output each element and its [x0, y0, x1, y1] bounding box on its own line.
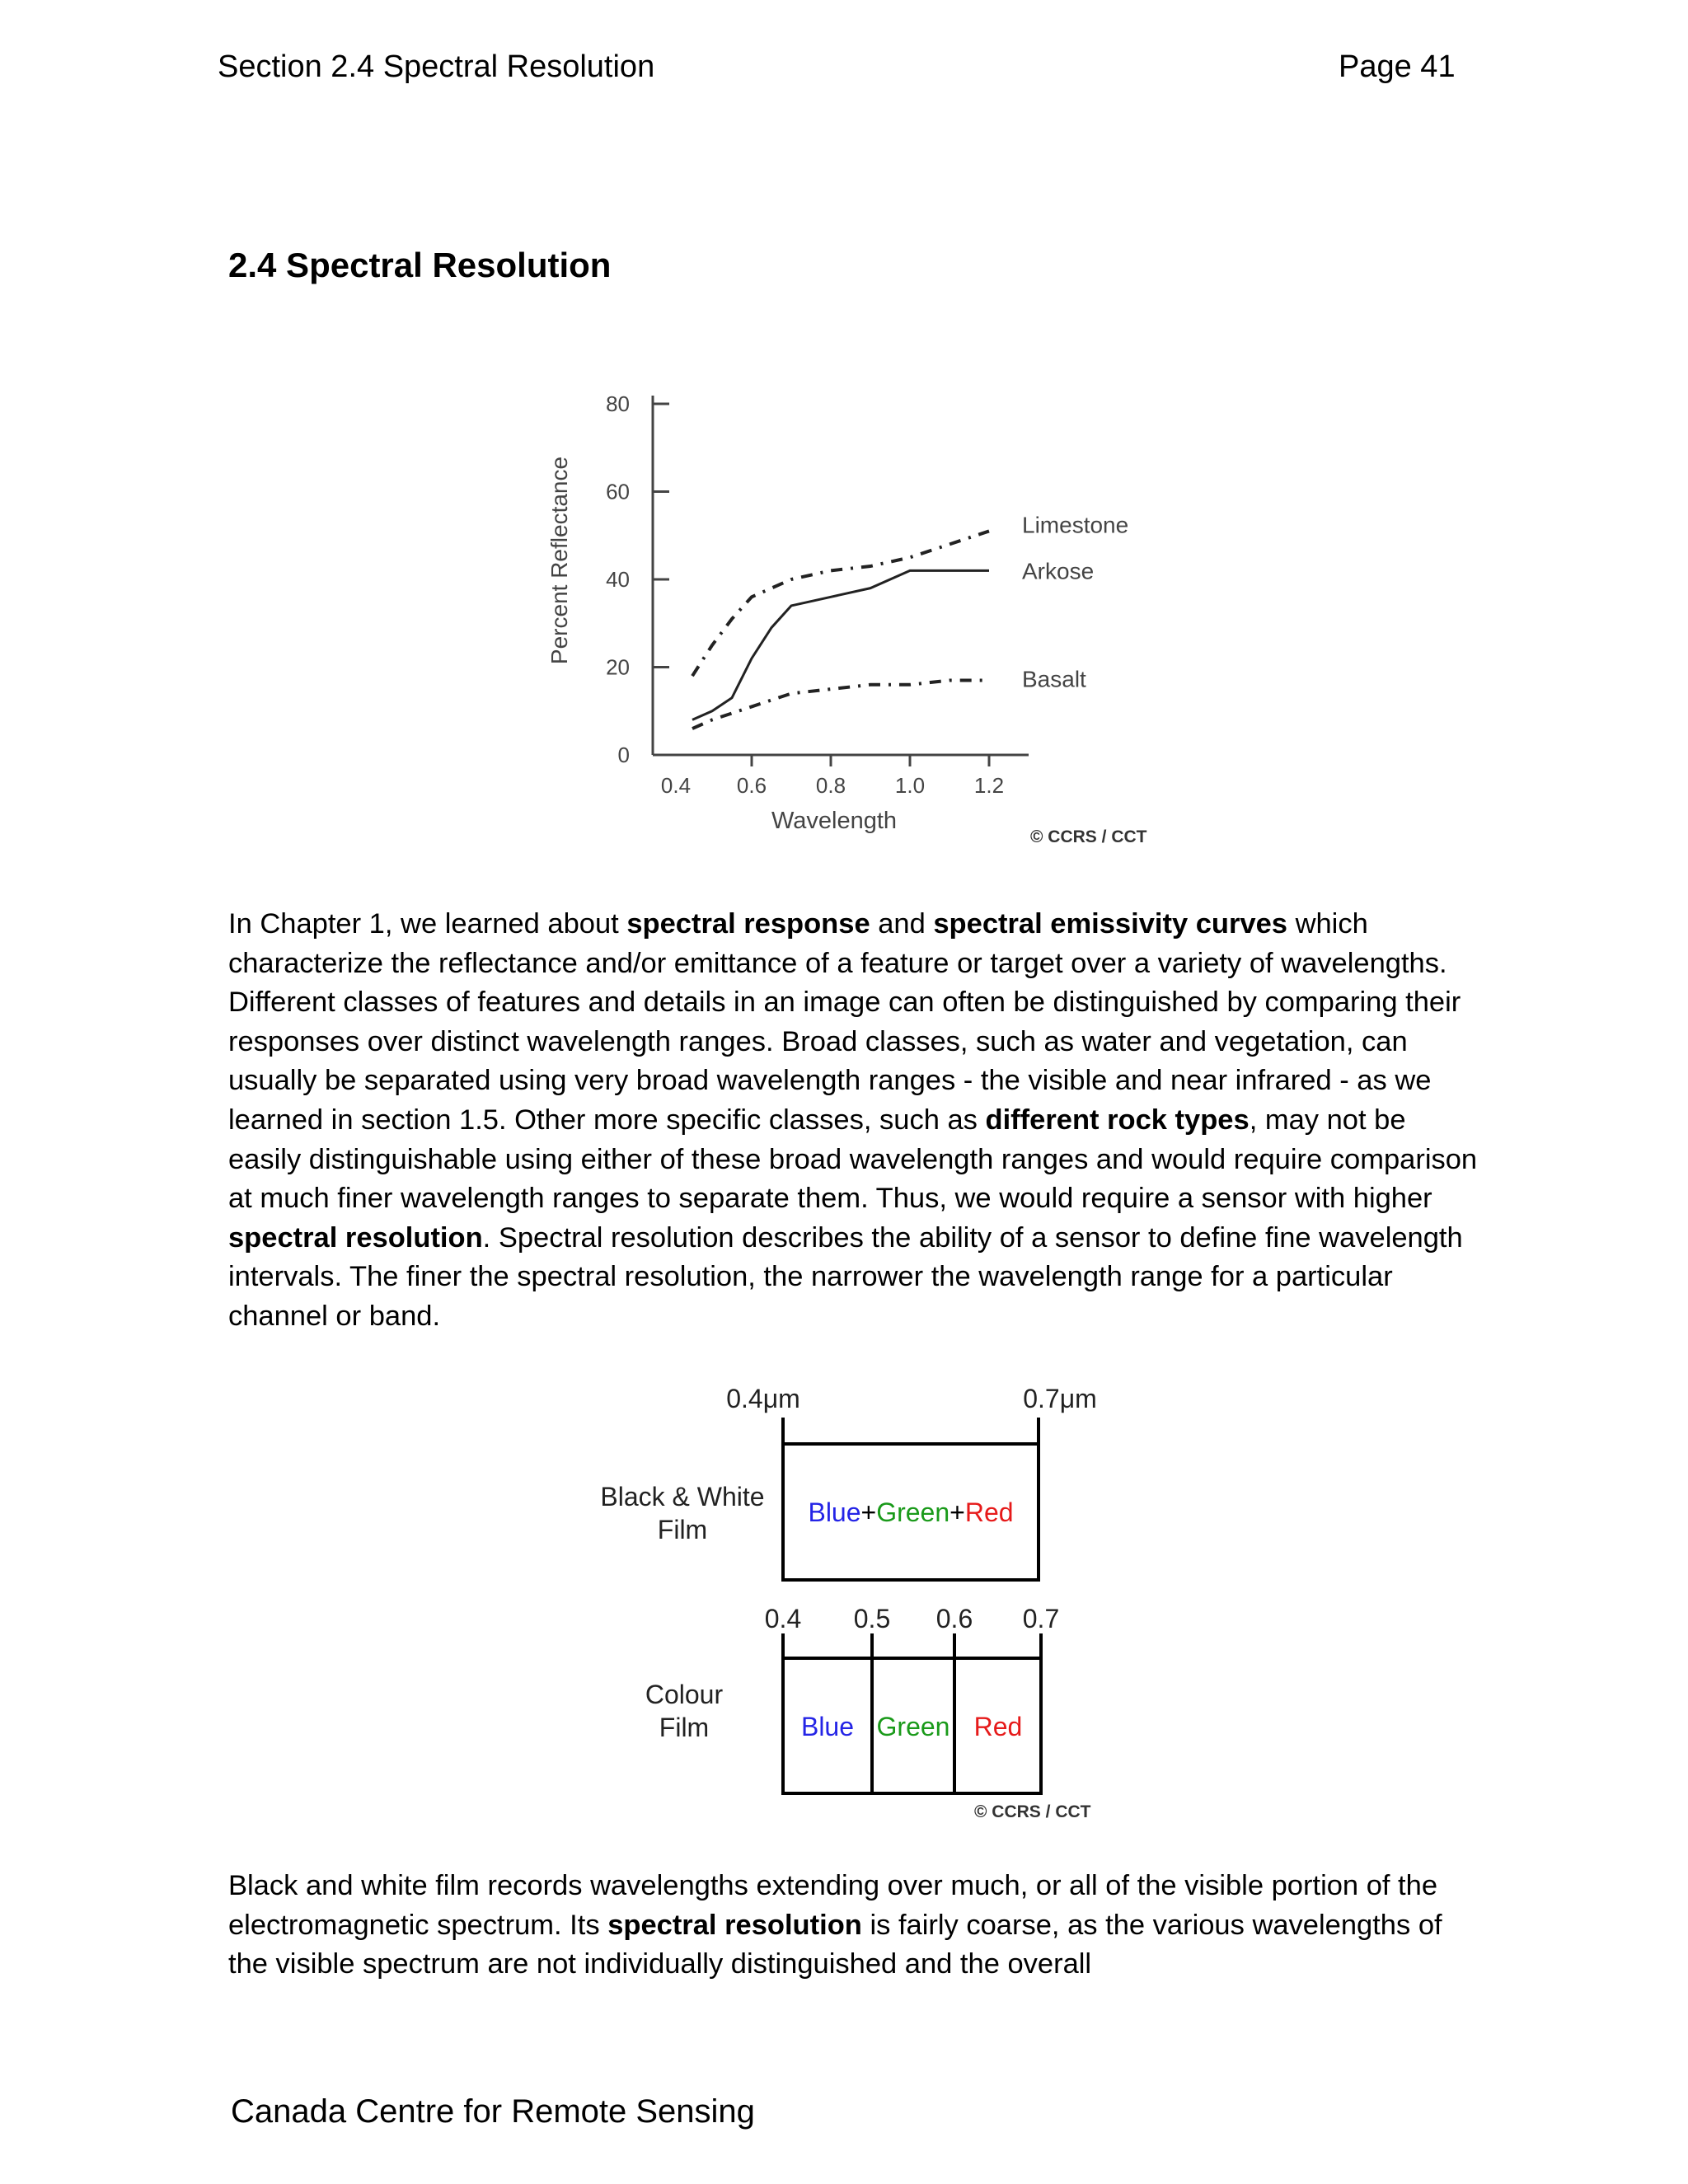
x-axis-label: Wavelength	[771, 808, 898, 834]
colour-band-blue: Blue	[800, 1712, 855, 1741]
y-axis-label: Percent Reflectance	[546, 456, 572, 665]
x-tick-label: 0.8	[815, 773, 846, 798]
page-number: Page 41	[1339, 49, 1456, 84]
reflectance-chart	[528, 379, 1187, 857]
y-tick-label: 20	[606, 654, 630, 680]
text-run: is fairly coarse, as the various wavelengths of the visible spectrum are not individually distinguished and the overall	[228, 1909, 1442, 1980]
colour-film-label-line1: Colour	[645, 1680, 724, 1709]
bw-film-label-line2: Film	[657, 1515, 708, 1544]
legend-label-limestone: Limestone	[1022, 512, 1129, 538]
bold-term: spectral resolution	[228, 1221, 483, 1254]
text-run: . Spectral resolution describes the ability of a sensor to define fine wavelength intervals. The finer the spectral resolution, the narrower the wavelength range for a particular channel or band.	[228, 1221, 1463, 1332]
chart-credit: © CCRS / CCT	[1030, 827, 1147, 846]
bw-blue: Blue	[808, 1497, 861, 1527]
y-tick-label: 40	[606, 567, 630, 592]
legend-label-arkose: Arkose	[1022, 558, 1095, 584]
bold-term: spectral resolution	[607, 1909, 862, 1941]
paragraph-intro	[228, 905, 1481, 1337]
bw-green: Green	[876, 1497, 950, 1527]
bw-film-label-line1: Black & White	[600, 1482, 765, 1511]
bw-end-label: 0.7μm	[1023, 1384, 1097, 1413]
colour-tick-label: 0.7	[1022, 1604, 1060, 1633]
bw-plus-2: +	[950, 1497, 965, 1527]
y-tick-label: 80	[606, 391, 630, 416]
text-run: and	[870, 908, 934, 940]
colour-band-green: Green	[876, 1712, 950, 1741]
footer: Canada Centre for Remote Sensing	[231, 2093, 755, 2130]
section-title: 2.4 Spectral Resolution	[228, 246, 612, 284]
text-run: , may not be easily distinguishable using either of these broad wavelength ranges and would require comparison at much finer wavelength ranges to separate them. Thus, we would require a sensor with higher	[228, 1104, 1478, 1215]
y-tick-label: 0	[617, 743, 630, 767]
series-line-arkose	[692, 570, 989, 719]
colour-tick-label: 0.5	[853, 1604, 891, 1633]
bold-term: spectral emissivity curves	[933, 908, 1287, 940]
bold-term: spectral response	[626, 908, 870, 940]
x-tick-label: 1.2	[973, 773, 1005, 798]
film-diagram	[577, 1368, 1154, 1830]
colour-band-red: Red	[973, 1712, 1023, 1741]
x-tick-label: 1.0	[894, 773, 926, 798]
colour-tick-label: 0.6	[935, 1604, 973, 1633]
text-run: In Chapter 1, we learned about	[228, 908, 627, 940]
bw-band-text	[808, 1497, 1013, 1527]
colour-tick-label: 0.4	[764, 1604, 802, 1633]
text-run: which characterize the reflectance and/or emittance of a feature or target over a variety of wavelengths. Different classes of features and details in an image can often be distinguished by comparing their responses over distinct wavelength ranges. Broad classes, such as water and vegetation, can usually be separated using very broad wavelength ranges - the visible and near infrared - as we learned in section 1.5. Other more specific classes, such as	[228, 908, 1461, 1136]
y-tick-label: 60	[606, 479, 630, 504]
bold-term: different rock types	[985, 1104, 1250, 1136]
paragraph-bw-film	[228, 1867, 1481, 1985]
legend-label-basalt: Basalt	[1022, 666, 1086, 692]
series-line-limestone	[692, 531, 989, 676]
bw-start-label: 0.4μm	[726, 1384, 800, 1413]
colour-film-label-line2: Film	[659, 1713, 710, 1742]
running-header-section: Section 2.4 Spectral Resolution	[218, 49, 655, 84]
text-run: Black and white film records wavelengths extending over much, or all of the visible portion of the electromagnetic spectrum. Its	[228, 1870, 1438, 1941]
x-tick-label: 0.6	[736, 773, 767, 798]
x-tick-label: 0.4	[660, 773, 692, 798]
bw-plus-1: +	[860, 1497, 877, 1527]
diagram-credit: © CCRS / CCT	[974, 1802, 1091, 1821]
bw-red: Red	[964, 1497, 1014, 1527]
